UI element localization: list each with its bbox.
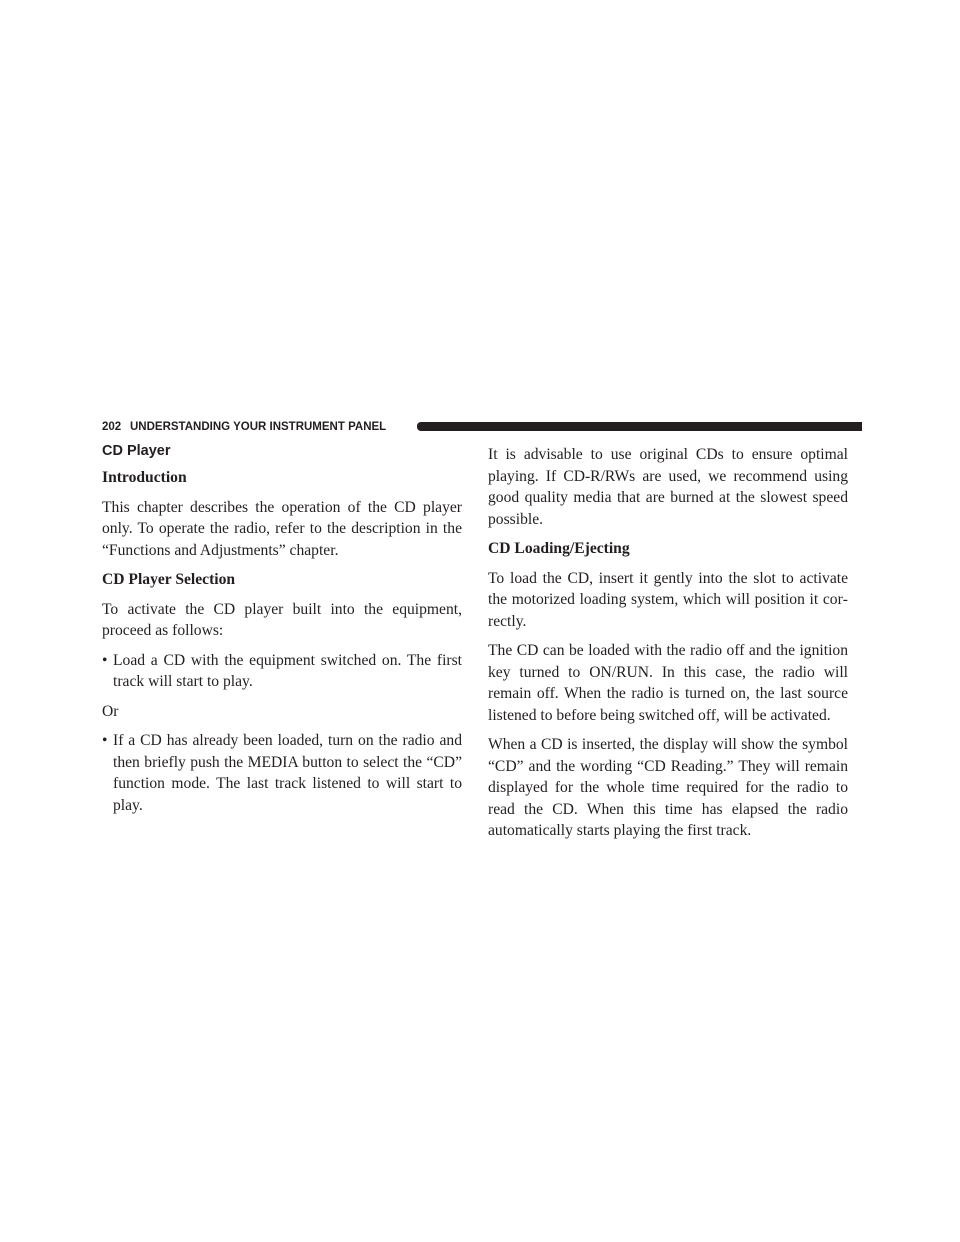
list-item-text: Load a CD with the equipment switched on. The first track will start to play. [113, 651, 462, 690]
page-header [102, 420, 862, 434]
list-item [102, 650, 462, 693]
page-number: 202 [102, 421, 122, 433]
left-column [102, 442, 462, 824]
selection-heading: CD Player Selection [102, 571, 236, 588]
running-title: UNDERSTANDING YOUR INSTRUMENT PANEL [130, 421, 387, 433]
list-item-text: If a CD has already been loaded, turn on the radio and then briefly push the MEDIA button to select the “CD” function mode. The last track listened to will start to play. [113, 732, 462, 814]
introduction-paragraph: This chapter describes the operation of the CD player only. To operate the radio, refer to the description in the “Functions and Adjustments” chapter. [102, 498, 462, 559]
display-paragraph: When a CD is inserted, the display will show the symbol “CD” and the wording “CD Reading.” They will remain displayed for the whole time required for the radio to read the CD. When this time has elapsed the radio automatically starts playing the first track. [488, 736, 848, 839]
bullet-icon: • [102, 732, 108, 749]
header-rule [417, 422, 862, 431]
list-item [102, 730, 462, 816]
introduction-heading: Introduction [102, 469, 187, 486]
right-column [488, 444, 848, 850]
loading-paragraph: To load the CD, insert it gently into the slot to activate the motorized loading system, which will position it correctly. [488, 569, 848, 630]
bullet-icon: • [102, 651, 108, 669]
loading-heading: CD Loading/Ejecting [488, 540, 630, 557]
or-text: Or [102, 702, 119, 720]
section-title: CD Player [102, 443, 171, 459]
advice-paragraph: It is advisable to use original CDs to ensure optimal playing. If CD-R/RWs are used, we recommend using good quality media that are burned at the slowest speed possible. [488, 446, 848, 528]
ignition-paragraph: The CD can be loaded with the radio off and the ignition key turned to ON/RUN. In this case, the radio will remain off. When the radio is turned on, the last source listened to before being switched off, will be activated. [488, 642, 848, 724]
selection-paragraph: To activate the CD player built into the equipment, proceed as follows: [102, 600, 462, 639]
